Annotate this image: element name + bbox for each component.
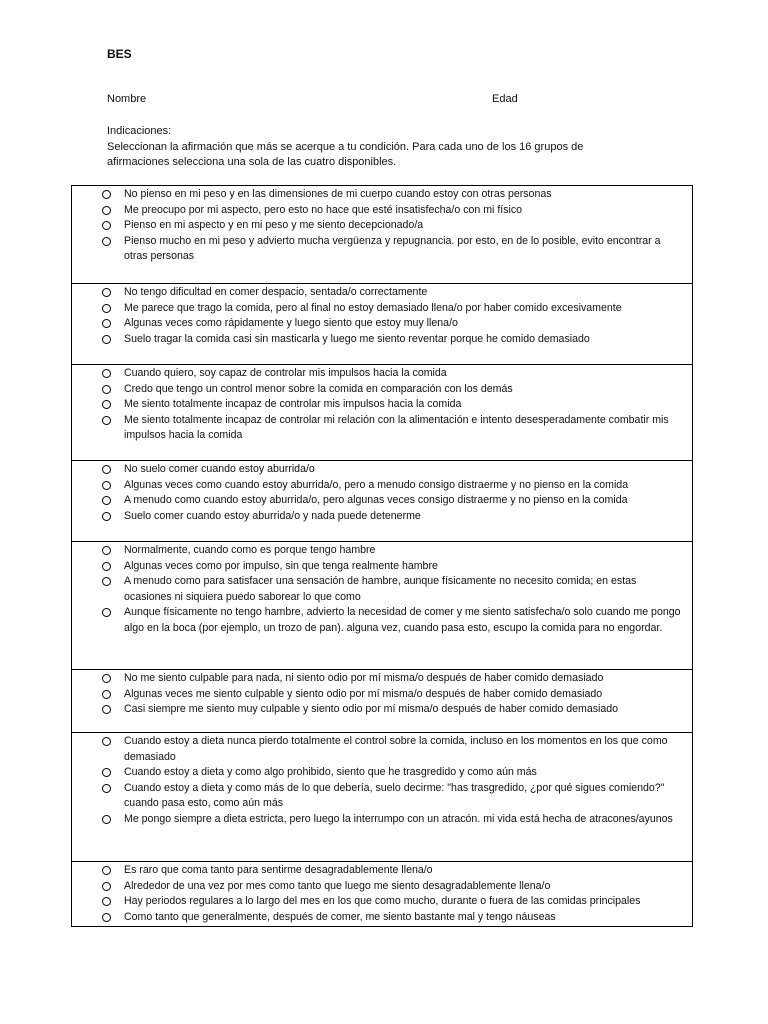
option-item[interactable]	[72, 605, 692, 636]
option-text: Como tanto que generalmente, después de comer, me siento bastante mal y tengo náuseas	[124, 910, 556, 923]
option-text: Es raro que coma tanto para sentirme desagradablemente llena/o	[124, 864, 433, 876]
option-item[interactable]	[72, 413, 692, 444]
radio-circle-icon[interactable]	[102, 546, 111, 555]
radio-circle-icon[interactable]	[102, 690, 111, 699]
option-text: Algunas veces como cuando estoy aburrida/o, pero a menudo consigo distraerme y no pienso en la comida	[124, 478, 629, 491]
question-group	[72, 365, 693, 461]
option-text: Me parece que trago la comida, pero al final no estoy demasiado llena/o por haber comido excesivamente	[124, 301, 622, 314]
option-list	[72, 365, 692, 444]
question-group-cell	[72, 365, 693, 461]
option-list	[72, 461, 692, 524]
option-item[interactable]	[72, 894, 692, 910]
option-list	[72, 186, 692, 265]
option-text: No suelo comer cuando estoy aburrida/o	[124, 463, 315, 475]
radio-circle-icon[interactable]	[102, 400, 111, 409]
radio-circle-icon[interactable]	[102, 768, 111, 777]
option-text: Cuando quiero, soy capaz de controlar mis impulsos hacia la comida	[124, 367, 447, 379]
option-text: No tengo dificultad en comer despacio, sentada/o correctamente	[124, 286, 428, 298]
radio-circle-icon[interactable]	[102, 897, 111, 906]
option-text: Suelo comer cuando estoy aburrida/o y nada puede detenerme	[124, 509, 421, 522]
radio-circle-icon[interactable]	[102, 304, 111, 313]
question-group	[72, 542, 693, 670]
option-text: Cuando estoy a dieta y como algo prohibido, siento que he trasgredido y como aún más	[124, 766, 537, 779]
question-group-cell	[72, 542, 693, 670]
document-title: BES	[107, 47, 132, 61]
option-list	[72, 670, 692, 718]
questionnaire-table	[71, 185, 693, 927]
option-item[interactable]	[72, 863, 692, 879]
option-text: Cuando estoy a dieta y como más de lo que debería, suelo decirme: "has trasgredido, ¿por qué sigues comiendo?" cuando pasa esto, como aún más	[124, 781, 665, 810]
option-text: Credo que tengo un control menor sobre la comida en comparación con los demás	[124, 382, 513, 395]
question-group-cell	[72, 284, 693, 365]
option-text: A menudo como para satisfacer una sensación de hambre, aunque físicamente no necesito comida; en estas ocasiones ni siquiera puedo saborear lo que como	[124, 575, 637, 603]
option-item[interactable]	[72, 702, 692, 718]
radio-circle-icon[interactable]	[102, 206, 111, 215]
option-text: Casi siempre me siento muy culpable y siento odio por mí misma/o después de haber comido demasiado	[124, 703, 619, 716]
option-list	[72, 862, 692, 925]
name-label: Nombre	[107, 93, 147, 105]
option-text: Me preocupo por mi aspecto, pero esto no hace que esté insatisfecha/o con mi físico	[124, 203, 523, 216]
option-text: Alrededor de una vez por mes como tanto que luego me siento desagradablemente llena/o	[124, 879, 551, 892]
instructions	[107, 124, 627, 171]
instructions-heading: Indicaciones:	[107, 125, 172, 137]
option-item[interactable]	[72, 285, 692, 301]
option-item[interactable]	[72, 493, 692, 509]
radio-circle-icon[interactable]	[102, 866, 111, 875]
option-item[interactable]	[72, 879, 692, 895]
option-item[interactable]	[72, 366, 692, 382]
option-text: Pienso mucho en mi peso y advierto mucha vergüenza y repugnancia. por esto, en de lo posible, evito encontrar a otras personas	[124, 234, 661, 263]
option-item[interactable]	[72, 234, 692, 265]
option-text: No pienso en mi peso y en las dimensiones de mi cuerpo cuando estoy con otras personas	[124, 188, 552, 200]
instructions-text: Seleccionan la afirmación que más se acerque a tu condición. Para cada uno de los 16 grupos de afirmaciones selecciona una sola de las cuatro disponibles.	[107, 140, 584, 168]
option-text: Algunas veces como rápidamente y luego siento que estoy muy llena/o	[124, 317, 458, 330]
option-item[interactable]	[72, 671, 692, 687]
option-item[interactable]	[72, 397, 692, 413]
radio-circle-icon[interactable]	[102, 385, 111, 394]
option-item[interactable]	[72, 574, 692, 605]
option-item[interactable]	[72, 332, 692, 348]
option-list	[72, 284, 692, 347]
option-item[interactable]	[72, 218, 692, 234]
option-item[interactable]	[72, 316, 692, 332]
option-text: A menudo como cuando estoy aburrida/o, pero algunas veces consigo distraerme y no pienso en la comida	[124, 494, 628, 507]
option-text: Hay periodos regulares a lo largo del mes en los que como mucho, durante o fuera de las comidas principales	[124, 895, 641, 908]
question-group	[72, 733, 693, 862]
question-group-cell	[72, 461, 693, 542]
option-item[interactable]	[72, 301, 692, 317]
radio-circle-icon[interactable]	[102, 815, 111, 824]
radio-circle-icon[interactable]	[102, 319, 111, 328]
question-group	[72, 284, 693, 365]
radio-circle-icon[interactable]	[102, 369, 111, 378]
option-item[interactable]	[72, 910, 692, 926]
option-text: Algunas veces me siento culpable y siento odio por mí misma/o después de haber comido demasiado	[124, 687, 603, 700]
option-item[interactable]	[72, 812, 692, 828]
option-list	[72, 733, 692, 828]
option-item[interactable]	[72, 765, 692, 781]
radio-circle-icon[interactable]	[102, 237, 111, 246]
radio-circle-icon[interactable]	[102, 416, 111, 425]
option-item[interactable]	[72, 462, 692, 478]
radio-circle-icon[interactable]	[102, 608, 111, 617]
age-label: Edad	[492, 93, 518, 105]
option-item[interactable]	[72, 382, 692, 398]
question-group-cell	[72, 733, 693, 862]
question-group-cell	[72, 862, 693, 927]
option-item[interactable]	[72, 687, 692, 703]
radio-circle-icon[interactable]	[102, 190, 111, 199]
option-text: Me siento totalmente incapaz de controlar mi relación con la alimentación e intento desesperadamente combatir mis impulsos hacia la comida	[124, 413, 669, 442]
option-item[interactable]	[72, 734, 692, 765]
option-item[interactable]	[72, 559, 692, 575]
option-text: Algunas veces como por impulso, sin que tenga realmente hambre	[124, 559, 438, 572]
option-text: Normalmente, cuando como es porque tengo hambre	[124, 544, 376, 556]
option-item[interactable]	[72, 187, 692, 203]
option-text: Me siento totalmente incapaz de controlar mis impulsos hacia la comida	[124, 398, 462, 411]
question-group	[72, 186, 693, 284]
option-text: Aunque físicamente no tengo hambre, advierto la necesidad de comer y me siento satisfecha/o solo cuando me pongo algo en la boca (por ejemplo, un trozo de pan). alguna vez, cuando pasa esto, escupo la comida para no engordar.	[124, 606, 681, 634]
option-item[interactable]	[72, 509, 692, 525]
option-text: Suelo tragar la comida casi sin masticarla y luego me siento reventar porque he comido demasiado	[124, 332, 590, 345]
radio-circle-icon[interactable]	[102, 512, 111, 521]
radio-circle-icon[interactable]	[102, 705, 111, 714]
radio-circle-icon[interactable]	[102, 221, 111, 230]
option-text: No me siento culpable para nada, ni siento odio por mí misma/o después de haber comido demasiado	[124, 672, 604, 684]
option-text: Me pongo siempre a dieta estricta, pero luego la interrumpo con un atracón. mi vida está hecha de atracones/ayunos	[124, 812, 673, 825]
radio-circle-icon[interactable]	[102, 481, 111, 490]
option-item[interactable]	[72, 543, 692, 559]
radio-circle-icon[interactable]	[102, 577, 111, 586]
radio-circle-icon[interactable]	[102, 784, 111, 793]
option-item[interactable]	[72, 781, 692, 812]
radio-circle-icon[interactable]	[102, 465, 111, 474]
option-item[interactable]	[72, 203, 692, 219]
question-group	[72, 461, 693, 542]
question-group	[72, 862, 693, 927]
question-group	[72, 670, 693, 733]
radio-circle-icon[interactable]	[102, 288, 111, 297]
radio-circle-icon[interactable]	[102, 562, 111, 571]
radio-circle-icon[interactable]	[102, 335, 111, 344]
radio-circle-icon[interactable]	[102, 737, 111, 746]
radio-circle-icon[interactable]	[102, 674, 111, 683]
question-group-cell	[72, 186, 693, 284]
radio-circle-icon[interactable]	[102, 882, 111, 891]
question-group-cell	[72, 670, 693, 733]
option-list	[72, 542, 692, 637]
option-item[interactable]	[72, 478, 692, 494]
option-text: Pienso en mi aspecto y en mi peso y me siento decepcionado/a	[124, 219, 424, 232]
radio-circle-icon[interactable]	[102, 913, 111, 922]
option-text: Cuando estoy a dieta nunca pierdo totalmente el control sobre la comida, incluso en los momentos en los que como demasiado	[124, 735, 668, 763]
radio-circle-icon[interactable]	[102, 496, 111, 505]
